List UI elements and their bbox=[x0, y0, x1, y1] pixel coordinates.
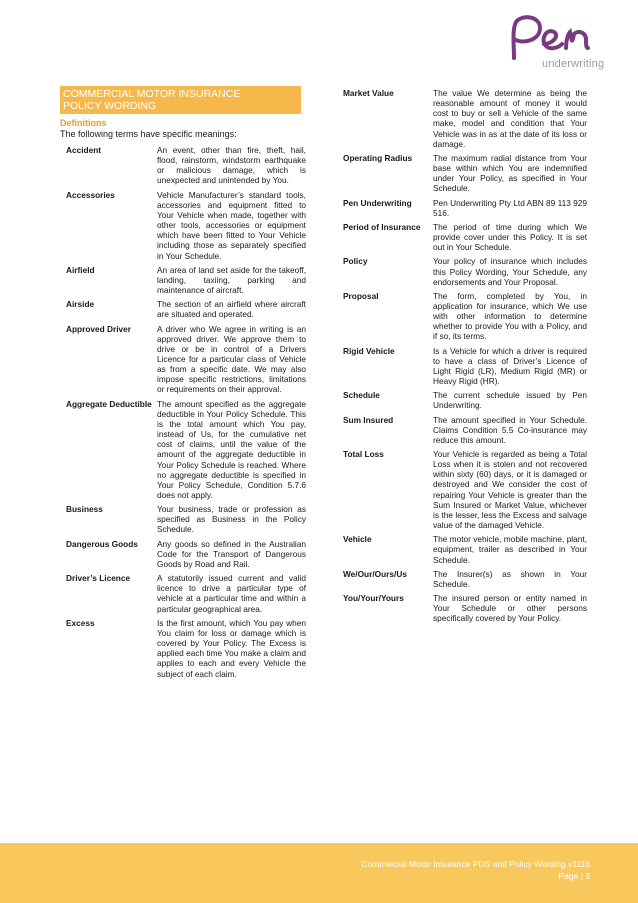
definition-term: Driver’s Licence bbox=[66, 573, 131, 584]
document-title-line1: COMMERCIAL MOTOR INSURANCE bbox=[63, 88, 241, 100]
definition-description: The amount specified in Your Schedule. Claims Condition 5.5 Co-insurance may reduce this amount. bbox=[433, 414, 587, 445]
definition-term: Aggregate Deductible bbox=[66, 398, 152, 409]
definition-term: Vehicle bbox=[343, 534, 372, 545]
definition-term: You/Your/Yours bbox=[343, 593, 404, 604]
definition-description: The current schedule issued by Pen Underwriting. bbox=[433, 390, 587, 411]
definition-entry bbox=[66, 504, 306, 534]
definition-term: Business bbox=[66, 504, 103, 515]
definition-term: Policy bbox=[343, 256, 368, 267]
definition-entry bbox=[66, 618, 306, 679]
footer-page-number: Page | 3 bbox=[558, 871, 590, 881]
definition-description: The form, completed by You, in application for insurance, which We use with other information to determine whether to provide You with a Policy, and if so, its terms. bbox=[433, 290, 587, 342]
definition-entry bbox=[343, 198, 587, 218]
definition-description: Your policy of insurance which includes this Policy Wording, Your Schedule, any endorsements and Your Proposal. bbox=[433, 256, 587, 287]
definitions-right-column bbox=[343, 88, 587, 628]
definition-description: Your business, trade or profession as specified as Business in the Policy Schedule. bbox=[157, 504, 306, 535]
definition-term: Pen Underwriting bbox=[343, 197, 412, 208]
logo-subtitle: underwriting bbox=[542, 58, 605, 70]
pen-logo-icon bbox=[500, 14, 620, 64]
definition-description: The maximum radial distance from Your base within which You are indemnified under Your Policy, as specified in Your Schedule. bbox=[433, 152, 587, 194]
definition-description: Pen Underwriting Pty Ltd ABN 89 113 929 516. bbox=[433, 197, 587, 218]
definition-entry bbox=[343, 569, 587, 589]
definition-entry bbox=[343, 449, 587, 530]
footer-document-name: Commercial Motor Insurance PDS and Policy Wording v1116 bbox=[361, 859, 590, 869]
definition-description: Vehicle Manufacturer’s standard tools, accessories and equipment fitted to Your Vehicle when made, together with other tools, accessories or equipment which have been fitted to Your Vehicle including those as separately specified in Your Schedule. bbox=[157, 189, 306, 261]
definition-entry bbox=[343, 256, 587, 286]
definition-entry bbox=[343, 222, 587, 252]
definition-entry bbox=[66, 399, 306, 501]
definition-entry bbox=[66, 265, 306, 295]
definition-term: Airfield bbox=[66, 264, 95, 275]
definition-description: The section of an airfield where aircraft are situated and operated. bbox=[157, 299, 306, 320]
definition-description: A driver who We agree in writing is an approved driver. We approve them to drive or be in control of a Drivers Licence for a particular class of Vehicle as from a specific date. We may also impose specific restrictions, limitations or requirements on their approval. bbox=[157, 323, 306, 395]
definition-term: Period of Insurance bbox=[343, 221, 421, 232]
document-title-line2: POLICY WORDING bbox=[63, 100, 157, 112]
definition-term: Schedule bbox=[343, 390, 380, 401]
definition-entry bbox=[343, 291, 587, 342]
definitions-left-column bbox=[66, 145, 306, 683]
definition-entry bbox=[66, 539, 306, 569]
definition-entry bbox=[343, 415, 587, 445]
definition-term: We/Our/Ours/Us bbox=[343, 568, 407, 579]
definition-term: Dangerous Goods bbox=[66, 538, 138, 549]
definition-description: The amount specified as the aggregate deductible in Your Policy Schedule. This is the total amount which You pay, instead of Us, for the cumulative net cost of claims, until the value of the amount of the aggregate deductible in Your Policy Schedule is reached. Where no aggregate deductible is specified in Your Policy Schedule, Condition 5.7.6 does not apply. bbox=[157, 398, 306, 500]
page-footer bbox=[0, 843, 638, 903]
definition-description: The value We determine as being the reasonable amount of money it would cost to buy or sell a Vehicle of the same make, model and condition that Your Vehicle was in as at the date of its loss or damage. bbox=[433, 88, 587, 149]
document-title-box bbox=[60, 86, 301, 114]
definition-term: Rigid Vehicle bbox=[343, 345, 395, 356]
definition-entry bbox=[343, 593, 587, 623]
definition-entry bbox=[66, 145, 306, 186]
definition-term: Accident bbox=[66, 145, 102, 155]
definition-term: Total Loss bbox=[343, 449, 384, 459]
definition-description: The motor vehicle, mobile machine, plant, equipment, trailer as described in Your Schedule. bbox=[433, 534, 587, 565]
definitions-intro: The following terms have specific meanings: bbox=[60, 129, 237, 139]
definition-entry bbox=[66, 299, 306, 319]
definition-entry bbox=[343, 346, 587, 387]
definition-description: Is the first amount, which You pay when You claim for loss or damage which is covered by Your Policy. The Excess is applied each time You make a claim and applies to each and every Vehicle the subject of each claim. bbox=[157, 617, 306, 679]
definition-description: A statutorily issued current and valid licence to drive a particular type of vehicle at a particular time and within a particular geographical area. bbox=[157, 573, 306, 614]
definition-term: Operating Radius bbox=[343, 152, 413, 163]
definition-term: Excess bbox=[66, 617, 95, 628]
definitions-heading: Definitions bbox=[60, 118, 107, 128]
definition-description: Is a Vehicle for which a driver is required to have a class of Driver’s Licence of Light Rigid (LR), Medium Rigid (MR) or Heavy Rigid (HR). bbox=[433, 345, 587, 387]
definition-term: Accessories bbox=[66, 189, 115, 200]
definition-term: Market Value bbox=[343, 88, 394, 98]
definition-entry bbox=[343, 390, 587, 410]
definition-term: Airside bbox=[66, 299, 95, 310]
definition-description: The Insurer(s) as shown in Your Schedule. bbox=[433, 568, 587, 589]
definition-term: Approved Driver bbox=[66, 323, 132, 334]
definition-description: The period of time during which We provide cover under this Policy. It is set out in Your Schedule. bbox=[433, 221, 587, 253]
definition-entry bbox=[66, 573, 306, 614]
definition-entry bbox=[343, 534, 587, 564]
definition-description: Any goods so defined in the Australian Code for the Transport of Dangerous Goods by Road and Rail. bbox=[157, 538, 306, 569]
definition-entry bbox=[66, 324, 306, 395]
definition-description: The insured person or entity named in Your Schedule or other persons specifically covered by Your Policy. bbox=[433, 593, 587, 624]
definition-term: Sum Insured bbox=[343, 414, 394, 425]
definition-entry bbox=[343, 153, 587, 194]
definition-entry bbox=[66, 190, 306, 261]
definition-term: Proposal bbox=[343, 290, 379, 301]
definition-description: An area of land set aside for the takeoff, landing, taxiing, parking and maintenance of aircraft. bbox=[157, 264, 306, 296]
definition-description: Your Vehicle is regarded as being a Total Loss when it is stolen and not recovered within sixty (60) days, or it is damaged or destroyed and We consider the cost of repairing Your Vehicle is greater than the Sum Insured or Market Value, whichever is the lesser, less the Excess and salvage value of the damaged Vehicle. bbox=[433, 449, 587, 531]
definition-description: An event, other than fire, theft, hail, flood, rainstorm, windstorm earthquake or malicious damage, which is unexpected and unintended by You. bbox=[157, 145, 306, 186]
definition-entry bbox=[343, 88, 587, 149]
